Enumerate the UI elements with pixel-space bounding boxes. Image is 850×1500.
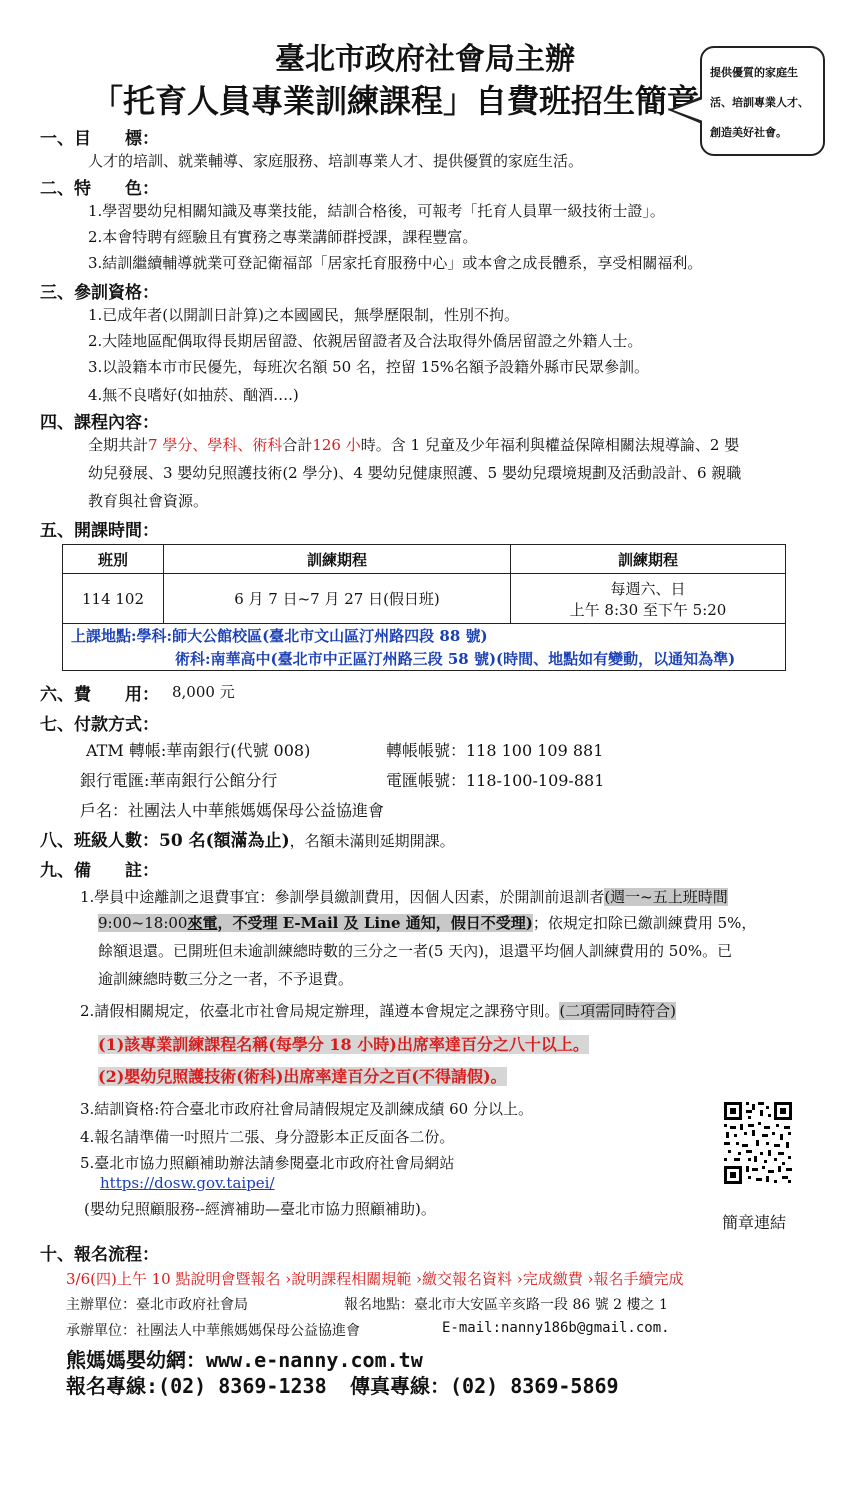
fee-value: 8,000 元 <box>172 683 235 701</box>
credit-highlight: 7 學分、學科、術科 <box>148 436 283 454</box>
note-2-rule-2 <box>98 1064 507 1087</box>
atm-account: 轉帳帳號：118 100 109 881 <box>386 741 604 760</box>
note-5: 5.臺北市協力照顧補助辦法請參閱臺北市政府社會局網站 <box>80 1154 455 1172</box>
section-heading-goal: 一、目 標： <box>40 129 159 149</box>
website[interactable]: 熊媽媽嬰幼網：www.e-nanny.com.tw <box>66 1348 423 1372</box>
bubble-line: 提供優質的家庭生 <box>710 66 798 79</box>
note-1-line4: 逾訓練總時數三分之一者，不予退費。 <box>98 970 354 988</box>
note-2-text: 2.請假相關規定，依臺北市社會局規定辦理，謹遵本會規定之課務守則。 <box>80 1002 560 1020</box>
bubble-tail-inner <box>673 99 703 121</box>
class-size-note: ，名額未滿則延期開課。 <box>289 832 455 850</box>
curriculum-line <box>88 434 739 455</box>
slogan-bubble <box>700 46 825 156</box>
hours-text: 上午 8:30 至下午 5:20 <box>569 600 727 619</box>
note-1-deduct: ；依規定扣除已繳訓練費用 5%， <box>532 914 757 932</box>
feature-item: 3.結訓繼續輔導就業可登記衛福部「居家托育服務中心」或本會之成長體系，享受相關福利。 <box>88 254 703 272</box>
eligibility-item: 2.大陸地區配偶取得長期居留證、依親居留證者及合法取得外僑居留證之外籍人士。 <box>88 332 643 350</box>
note-1-highlight: (週一~五上班時間 <box>604 888 728 906</box>
location-line: 術科:南華高中(臺北市中正區汀州路三段 58 號)(時間、地點如有變動，以通知為準) <box>175 650 736 668</box>
note-1-call: 來電 <box>187 914 218 932</box>
feature-item: 2.本會特聘有經驗且有實務之專業講師群授課，課程豐富。 <box>88 228 478 246</box>
note-4: 4.報名請準備一吋照片二張、身分證影本正反面各二份。 <box>80 1128 455 1146</box>
location-line: 上課地點:學科:師大公館校區(臺北市文山區汀州路四段 88 號) <box>71 627 488 645</box>
page-title: 臺北市政府社會局主辦 <box>275 42 575 77</box>
days-text: 每週六、日 <box>610 579 686 598</box>
page-subtitle: 「托育人員專業訓練課程」自費班招生簡章 <box>90 82 699 120</box>
schedule-table <box>62 544 786 624</box>
note-1 <box>80 886 728 907</box>
wire-bank: 銀行電匯:華南銀行公館分行 <box>80 771 278 790</box>
registration-phone: 報名專線:(02) 8369-1238 <box>66 1374 327 1398</box>
hours-highlight: 126 小 <box>312 436 361 454</box>
table-header: 班別 <box>63 545 164 574</box>
qr-code-icon <box>722 1100 794 1186</box>
table-header: 訓練期程 <box>511 545 786 574</box>
section-heading-features: 二、特 色： <box>40 179 159 199</box>
organizer-unit: 承辦單位：社團法人中華熊媽媽保母公益協進會 <box>66 1323 360 1339</box>
section-heading-curriculum: 四、課程內容： <box>40 413 159 433</box>
qr-label: 簡章連結 <box>722 1213 787 1232</box>
section-heading-payment: 七、付款方式： <box>40 715 159 735</box>
account-holder: 戶名：社團法人中華熊媽媽保母公益協進會 <box>80 801 385 820</box>
note-2 <box>80 1000 676 1021</box>
period-cell: 6 月 7 日~7 月 27 日(假日班) <box>164 574 511 624</box>
host-unit: 主辦單位：臺北市政府社會局 <box>66 1297 248 1313</box>
curriculum-line: 教育與社會資源。 <box>88 492 209 510</box>
class-size-value: 50 名(額滿為止) <box>159 831 290 851</box>
section-heading-fee: 六、費 用： <box>40 685 159 705</box>
note-1-text: 1.學員中途離訓之退費事宜：參訓學員繳訓費用，因個人因素，於開訓前退訓者 <box>80 888 605 906</box>
wire-account: 電匯帳號：118-100-109-881 <box>386 771 605 790</box>
section-heading-registration: 十、報名流程： <box>40 1245 159 1265</box>
section-heading-class-size: 八、班級人數： <box>40 831 159 851</box>
note-1-line2 <box>98 912 756 933</box>
section-heading-eligibility: 三、參訓資格： <box>40 283 159 303</box>
section-heading-schedule: 五、開課時間： <box>40 521 159 541</box>
bubble-line: 活、培訓專業人才、 <box>710 96 809 109</box>
note-2-highlight: (二項需同時符合) <box>559 1002 677 1020</box>
contact-email[interactable]: E-mail:nanny186b@gmail.com. <box>442 1320 670 1336</box>
note-1-noemail: ，不受理 E-Mail 及 Line 通知，假日不受理) <box>217 914 533 932</box>
qr-code[interactable] <box>722 1100 794 1190</box>
bubble-line: 創造美好社會。 <box>710 126 787 139</box>
note-1-hours: 9:00~18:00 <box>98 914 188 932</box>
registration-flow: 3/6(四)上午 10 點說明會暨報名 ›說明課程相關規範 ›繳交報名資料 ›完成繳費 ›報名手續完成 <box>66 1270 684 1288</box>
time-cell <box>511 574 786 624</box>
fax-number: 傳真專線：(02) 8369-5869 <box>350 1374 619 1398</box>
curriculum-line: 幼兒發展、3 嬰幼兒照護技術(2 學分)、4 嬰幼兒健康照護、5 嬰幼兒環境規劃及活動設計、6 親職 <box>88 464 742 482</box>
goal-text: 人才的培訓、就業輔導、家庭服務、培訓專業人才、提供優質的家庭生活。 <box>88 152 584 170</box>
note-3: 3.結訓資格:符合臺北市政府社會局請假規定及訓練成績 60 分以上。 <box>80 1100 533 1118</box>
eligibility-item: 1.已成年者(以開訓日計算)之本國國民，無學歷限制，性別不拘。 <box>88 306 520 324</box>
dosw-link[interactable]: https://dosw.gov.taipei/ <box>100 1174 275 1192</box>
eligibility-item: 4.無不良嗜好(如抽菸、酗酒….) <box>88 386 299 404</box>
note-2-rule-2-text: (2)嬰幼兒照護技術(術科)出席率達百分之百(不得請假)。 <box>98 1067 507 1086</box>
note-1-line3: 餘額退還。已開班但未逾訓練總時數的三分之一者(5 天內)，退還平均個人訓練費用的 50%。已 <box>98 942 733 960</box>
registration-place: 報名地點：臺北市大安區辛亥路一段 86 號 2 樓之 1 <box>344 1297 668 1313</box>
class-cell: 114 102 <box>63 574 164 624</box>
note-2-rule-1-text: (1)該專業訓練課程名稱(每學分 18 小時)出席率達百分之八十以上。 <box>98 1035 589 1054</box>
eligibility-item: 3.以設籍本市市民優先，每班次名額 50 名，控留 15%名額予設籍外縣市民眾參訓。 <box>88 358 650 376</box>
table-header: 訓練期程 <box>164 545 511 574</box>
location-box <box>62 622 786 671</box>
curriculum-post: 時。含 1 兒童及少年福利與權益保障相關法規導論、2 嬰 <box>360 436 740 454</box>
atm-bank: ATM 轉帳:華南銀行(代號 008) <box>86 741 311 760</box>
curriculum-mid: 合計 <box>282 436 313 454</box>
note-5-subsidy: (嬰幼兒照顧服務--經濟補助—臺北市協力照顧補助)。 <box>84 1200 436 1218</box>
section-heading-notes: 九、備 註： <box>40 861 159 881</box>
feature-item: 1.學習嬰幼兒相關知識及專業技能，結訓合格後，可報考「托育人員單一級技術士證」。 <box>88 202 665 220</box>
curriculum-pre: 全期共計 <box>88 436 149 454</box>
class-size-line <box>40 826 455 851</box>
note-2-rule-1 <box>98 1032 589 1055</box>
